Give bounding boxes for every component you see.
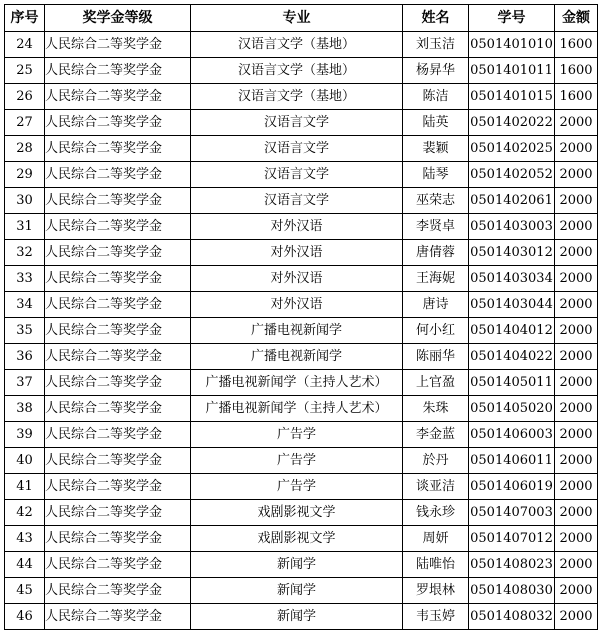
cell-scholarship-level: 人民综合二等奖学金 [45, 318, 191, 344]
cell-serial-number: 28 [5, 136, 45, 162]
cell-scholarship-level: 人民综合二等奖学金 [45, 266, 191, 292]
cell-major: 汉语言文学 [191, 162, 403, 188]
cell-major: 汉语言文学（基地） [191, 84, 403, 110]
cell-serial-number: 24 [5, 32, 45, 58]
cell-serial-number: 45 [5, 578, 45, 604]
cell-student-id: 0501402061 [469, 188, 555, 214]
header-row [5, 5, 598, 32]
cell-major: 新闻学 [191, 604, 403, 630]
table-row [5, 318, 598, 344]
scholarship-table [4, 4, 598, 630]
cell-amount: 1600 [555, 32, 598, 58]
cell-amount: 2000 [555, 552, 598, 578]
cell-major: 戏剧影视文学 [191, 500, 403, 526]
table-row [5, 162, 598, 188]
cell-serial-number: 35 [5, 318, 45, 344]
cell-student-id: 0501401010 [469, 32, 555, 58]
table-row [5, 474, 598, 500]
cell-student-name: 李金蓝 [403, 422, 469, 448]
cell-serial-number: 36 [5, 344, 45, 370]
cell-major: 汉语言文学 [191, 188, 403, 214]
table-row [5, 240, 598, 266]
cell-student-id: 0501408023 [469, 552, 555, 578]
table-row [5, 110, 598, 136]
cell-student-name: 陆唯怡 [403, 552, 469, 578]
cell-amount: 2000 [555, 448, 598, 474]
table-row [5, 604, 598, 630]
cell-major: 广告学 [191, 422, 403, 448]
cell-student-name: 唐诗 [403, 292, 469, 318]
cell-serial-number: 41 [5, 474, 45, 500]
header-serial-number: 序号 [5, 5, 45, 32]
cell-student-name: 朱珠 [403, 396, 469, 422]
table-row [5, 552, 598, 578]
table-row [5, 58, 598, 84]
cell-student-id: 0501408030 [469, 578, 555, 604]
table-row [5, 578, 598, 604]
cell-serial-number: 29 [5, 162, 45, 188]
cell-student-name: 陈丽华 [403, 344, 469, 370]
cell-amount: 2000 [555, 474, 598, 500]
cell-major: 新闻学 [191, 552, 403, 578]
cell-serial-number: 31 [5, 214, 45, 240]
cell-student-name: 陆英 [403, 110, 469, 136]
cell-scholarship-level: 人民综合二等奖学金 [45, 240, 191, 266]
header-scholarship-level: 奖学金等级 [45, 5, 191, 32]
cell-amount: 2000 [555, 214, 598, 240]
cell-student-id: 0501402052 [469, 162, 555, 188]
cell-amount: 2000 [555, 526, 598, 552]
header-amount: 金额 [555, 5, 598, 32]
table-row [5, 370, 598, 396]
cell-major: 对外汉语 [191, 266, 403, 292]
cell-student-id: 0501406019 [469, 474, 555, 500]
header-major: 专业 [191, 5, 403, 32]
cell-amount: 2000 [555, 344, 598, 370]
cell-student-id: 0501404012 [469, 318, 555, 344]
cell-major: 对外汉语 [191, 292, 403, 318]
cell-student-name: 韦玉婷 [403, 604, 469, 630]
cell-serial-number: 46 [5, 604, 45, 630]
cell-major: 对外汉语 [191, 214, 403, 240]
table-row [5, 266, 598, 292]
table-row [5, 500, 598, 526]
cell-serial-number: 30 [5, 188, 45, 214]
cell-amount: 2000 [555, 604, 598, 630]
table-header [5, 5, 598, 32]
cell-student-name: 钱永珍 [403, 500, 469, 526]
cell-student-id: 0501407003 [469, 500, 555, 526]
table-row [5, 292, 598, 318]
cell-student-id: 0501403003 [469, 214, 555, 240]
cell-amount: 2000 [555, 292, 598, 318]
table-row [5, 84, 598, 110]
table-row [5, 188, 598, 214]
cell-student-name: 杨昇华 [403, 58, 469, 84]
cell-major: 广播电视新闻学（主持人艺术） [191, 370, 403, 396]
cell-student-name: 罗垠林 [403, 578, 469, 604]
cell-student-name: 李贤卓 [403, 214, 469, 240]
cell-amount: 2000 [555, 500, 598, 526]
table-row [5, 344, 598, 370]
cell-student-id: 0501403034 [469, 266, 555, 292]
cell-student-id: 0501404022 [469, 344, 555, 370]
cell-student-id: 0501403044 [469, 292, 555, 318]
cell-serial-number: 43 [5, 526, 45, 552]
cell-scholarship-level: 人民综合二等奖学金 [45, 370, 191, 396]
cell-student-id: 0501402025 [469, 136, 555, 162]
cell-amount: 2000 [555, 396, 598, 422]
cell-amount: 2000 [555, 578, 598, 604]
cell-student-id: 0501408032 [469, 604, 555, 630]
cell-student-name: 谈亚洁 [403, 474, 469, 500]
cell-student-id: 0501401011 [469, 58, 555, 84]
cell-major: 新闻学 [191, 578, 403, 604]
table-row [5, 214, 598, 240]
cell-student-id: 0501405020 [469, 396, 555, 422]
cell-serial-number: 33 [5, 266, 45, 292]
cell-serial-number: 38 [5, 396, 45, 422]
cell-amount: 2000 [555, 422, 598, 448]
cell-serial-number: 32 [5, 240, 45, 266]
cell-student-name: 唐倩蓉 [403, 240, 469, 266]
cell-scholarship-level: 人民综合二等奖学金 [45, 500, 191, 526]
cell-scholarship-level: 人民综合二等奖学金 [45, 110, 191, 136]
cell-amount: 2000 [555, 240, 598, 266]
cell-major: 汉语言文学（基地） [191, 58, 403, 84]
cell-major: 广播电视新闻学 [191, 344, 403, 370]
cell-scholarship-level: 人民综合二等奖学金 [45, 552, 191, 578]
cell-major: 汉语言文学（基地） [191, 32, 403, 58]
cell-serial-number: 27 [5, 110, 45, 136]
cell-scholarship-level: 人民综合二等奖学金 [45, 604, 191, 630]
cell-scholarship-level: 人民综合二等奖学金 [45, 32, 191, 58]
table-row [5, 526, 598, 552]
cell-amount: 2000 [555, 188, 598, 214]
cell-student-id: 0501405011 [469, 370, 555, 396]
cell-serial-number: 42 [5, 500, 45, 526]
table-row [5, 32, 598, 58]
cell-major: 广播电视新闻学 [191, 318, 403, 344]
cell-student-id: 0501403012 [469, 240, 555, 266]
cell-student-id: 0501401015 [469, 84, 555, 110]
cell-scholarship-level: 人民综合二等奖学金 [45, 344, 191, 370]
header-student-id: 学号 [469, 5, 555, 32]
cell-serial-number: 40 [5, 448, 45, 474]
cell-scholarship-level: 人民综合二等奖学金 [45, 188, 191, 214]
cell-scholarship-level: 人民综合二等奖学金 [45, 578, 191, 604]
cell-major: 广播电视新闻学（主持人艺术） [191, 396, 403, 422]
cell-scholarship-level: 人民综合二等奖学金 [45, 396, 191, 422]
cell-student-name: 王海妮 [403, 266, 469, 292]
cell-amount: 2000 [555, 266, 598, 292]
cell-amount: 1600 [555, 58, 598, 84]
cell-scholarship-level: 人民综合二等奖学金 [45, 474, 191, 500]
cell-scholarship-level: 人民综合二等奖学金 [45, 292, 191, 318]
cell-scholarship-level: 人民综合二等奖学金 [45, 58, 191, 84]
cell-serial-number: 26 [5, 84, 45, 110]
cell-student-name: 巫荣志 [403, 188, 469, 214]
cell-major: 汉语言文学 [191, 110, 403, 136]
cell-student-name: 何小红 [403, 318, 469, 344]
cell-major: 对外汉语 [191, 240, 403, 266]
header-name: 姓名 [403, 5, 469, 32]
cell-major: 广告学 [191, 474, 403, 500]
cell-scholarship-level: 人民综合二等奖学金 [45, 136, 191, 162]
cell-serial-number: 34 [5, 292, 45, 318]
cell-amount: 2000 [555, 110, 598, 136]
table-body [5, 32, 598, 630]
cell-major: 广告学 [191, 448, 403, 474]
cell-scholarship-level: 人民综合二等奖学金 [45, 162, 191, 188]
cell-scholarship-level: 人民综合二等奖学金 [45, 448, 191, 474]
cell-student-name: 於丹 [403, 448, 469, 474]
cell-student-name: 上官盈 [403, 370, 469, 396]
cell-scholarship-level: 人民综合二等奖学金 [45, 84, 191, 110]
table-row [5, 422, 598, 448]
cell-amount: 2000 [555, 318, 598, 344]
cell-student-name: 刘玉洁 [403, 32, 469, 58]
cell-major: 戏剧影视文学 [191, 526, 403, 552]
cell-serial-number: 25 [5, 58, 45, 84]
cell-student-id: 0501407012 [469, 526, 555, 552]
cell-serial-number: 44 [5, 552, 45, 578]
cell-scholarship-level: 人民综合二等奖学金 [45, 422, 191, 448]
cell-student-name: 陈洁 [403, 84, 469, 110]
cell-student-id: 0501406003 [469, 422, 555, 448]
cell-amount: 2000 [555, 136, 598, 162]
cell-amount: 2000 [555, 370, 598, 396]
cell-amount: 2000 [555, 162, 598, 188]
cell-student-id: 0501406011 [469, 448, 555, 474]
cell-student-name: 陆琴 [403, 162, 469, 188]
cell-scholarship-level: 人民综合二等奖学金 [45, 214, 191, 240]
table-row [5, 396, 598, 422]
table-row [5, 448, 598, 474]
cell-serial-number: 37 [5, 370, 45, 396]
cell-major: 汉语言文学 [191, 136, 403, 162]
cell-student-name: 周妍 [403, 526, 469, 552]
cell-student-id: 0501402022 [469, 110, 555, 136]
cell-serial-number: 39 [5, 422, 45, 448]
table-row [5, 136, 598, 162]
cell-scholarship-level: 人民综合二等奖学金 [45, 526, 191, 552]
cell-student-name: 裴颖 [403, 136, 469, 162]
cell-amount: 1600 [555, 84, 598, 110]
